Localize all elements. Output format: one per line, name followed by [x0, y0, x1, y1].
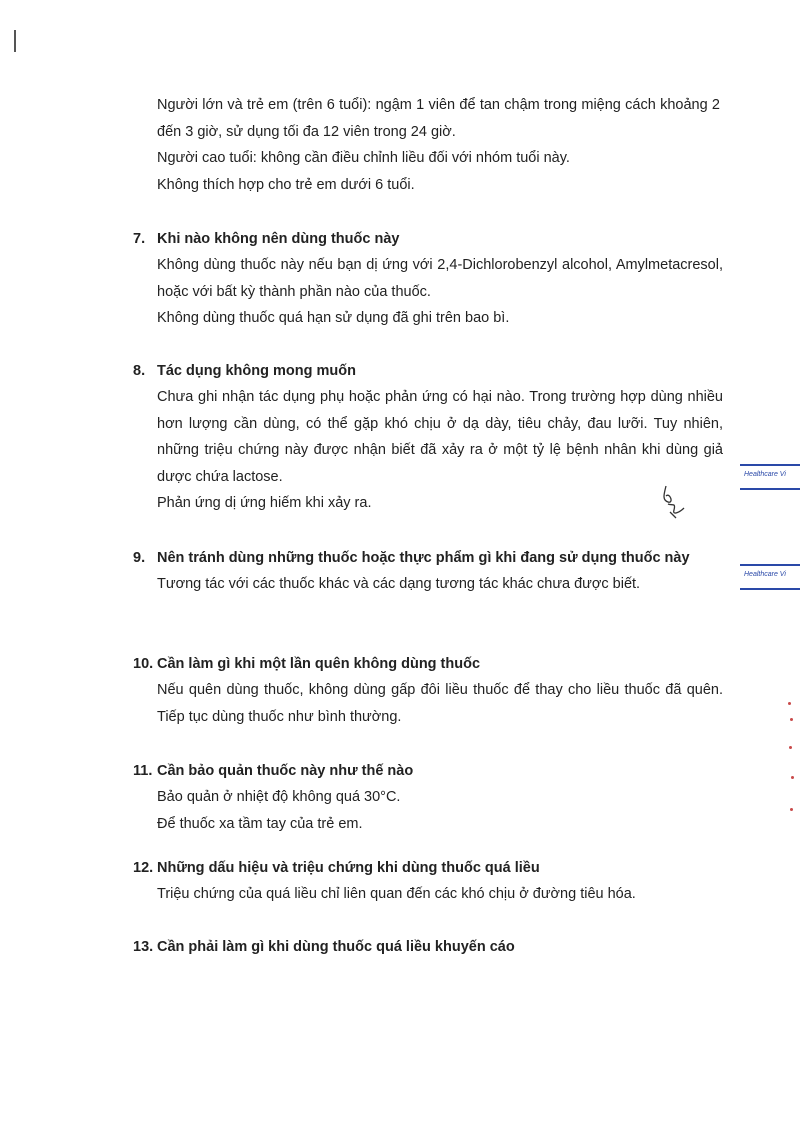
section-number: 8.	[133, 363, 146, 379]
section-number: 13.	[133, 939, 154, 955]
section-heading	[133, 855, 723, 881]
section-11	[133, 758, 723, 837]
section-heading	[133, 934, 723, 960]
section-body	[157, 677, 723, 730]
section-9	[133, 545, 723, 598]
section-heading	[133, 226, 723, 252]
section-paragraph: Tương tác với các thuốc khác và các dạng tương tác khác chưa được biết.	[157, 576, 641, 592]
section-body	[157, 252, 723, 332]
section-title: Cần làm gì khi một lần quên không dùng thuốc	[157, 656, 481, 672]
section-number: 11.	[133, 763, 153, 779]
intro-paragraph: Không thích hợp cho trẻ em dưới 6 tuổi.	[157, 176, 415, 193]
section-heading	[133, 545, 723, 571]
section-heading	[133, 651, 723, 677]
section-title: Nên tránh dùng những thuốc hoặc thực phẩm gì khi đang sử dụng thuốc này	[157, 550, 690, 566]
signature-mark	[658, 482, 690, 520]
section-paragraph: Phản ứng dị ứng hiếm khi xảy ra.	[157, 495, 372, 511]
section-paragraph: Triệu chứng của quá liều chỉ liên quan đến các khó chịu ở đường tiêu hóa.	[157, 886, 636, 902]
section-heading	[133, 758, 723, 784]
section-number: 9.	[133, 550, 146, 566]
section-title: Tác dụng không mong muốn	[157, 363, 356, 379]
margin-stamp	[740, 464, 800, 490]
section-title: Khi nào không nên dùng thuốc này	[157, 231, 400, 247]
section-body	[157, 881, 723, 908]
edge-mark	[788, 702, 791, 705]
section-paragraph: Bảo quản ở nhiệt độ không quá 30°C.	[157, 789, 401, 805]
section-paragraph: Không dùng thuốc quá hạn sử dụng đã ghi trên bao bì.	[157, 310, 510, 326]
intro-block	[157, 92, 720, 198]
intro-paragraph: Người lớn và trẻ em (trên 6 tuổi): ngậm 1 viên để tan chậm trong miệng cách khoảng 2 đến 3 giờ, sử dụng tối đa 12 viên trong 24 giờ.	[157, 97, 720, 140]
section-10	[133, 651, 723, 730]
stamp-text: Healthcare Vi	[744, 571, 786, 578]
section-number: 12.	[133, 860, 154, 876]
intro-paragraph: Người cao tuổi: không cần điều chỉnh liều đối với nhóm tuổi này.	[157, 150, 570, 166]
section-body	[157, 571, 723, 598]
section-title: Cần bảo quản thuốc này như thế nào	[157, 763, 414, 779]
scan-artifact	[14, 30, 16, 52]
section-13	[133, 934, 723, 960]
section-title: Những dấu hiệu và triệu chứng khi dùng thuốc quá liều	[157, 860, 540, 876]
edge-mark	[790, 808, 793, 811]
section-8	[133, 358, 723, 517]
edge-mark	[791, 776, 794, 779]
section-heading	[133, 358, 723, 384]
edge-mark	[789, 746, 792, 749]
section-paragraph: Để thuốc xa tầm tay của trẻ em.	[157, 815, 363, 832]
section-number: 7.	[133, 231, 146, 247]
section-12	[133, 855, 723, 908]
section-paragraph: Không dùng thuốc này nếu bạn dị ứng với 2,4-Dichlorobenzyl alcohol, Amylmetacresol, hoặc với bất kỳ thành phần nào của thuốc.	[157, 257, 723, 300]
section-number: 10.	[133, 656, 154, 672]
section-body	[157, 384, 723, 517]
section-paragraph: Chưa ghi nhận tác dụng phụ hoặc phản ứng có hại nào. Trong trường hợp dùng nhiều hơn lượng cần dùng, có thể gặp khó chịu ở dạ dày, tiêu chảy, đau lưỡi. Tuy nhiên, những triệu chứng này được nhận biết đã xảy ra ở một tỷ lệ bệnh nhân khi dùng giả dược chứa lactose.	[157, 389, 723, 485]
edge-mark	[790, 718, 793, 721]
margin-stamp	[740, 564, 800, 590]
stamp-text: Healthcare Vi	[744, 471, 786, 478]
section-paragraph: Nếu quên dùng thuốc, không dùng gấp đôi liều thuốc để thay cho liều thuốc đã quên. Tiếp tục dùng thuốc như bình thường.	[157, 682, 723, 725]
section-7	[133, 226, 723, 332]
section-body	[157, 784, 723, 837]
section-title: Cần phải làm gì khi dùng thuốc quá liều khuyến cáo	[157, 939, 515, 955]
